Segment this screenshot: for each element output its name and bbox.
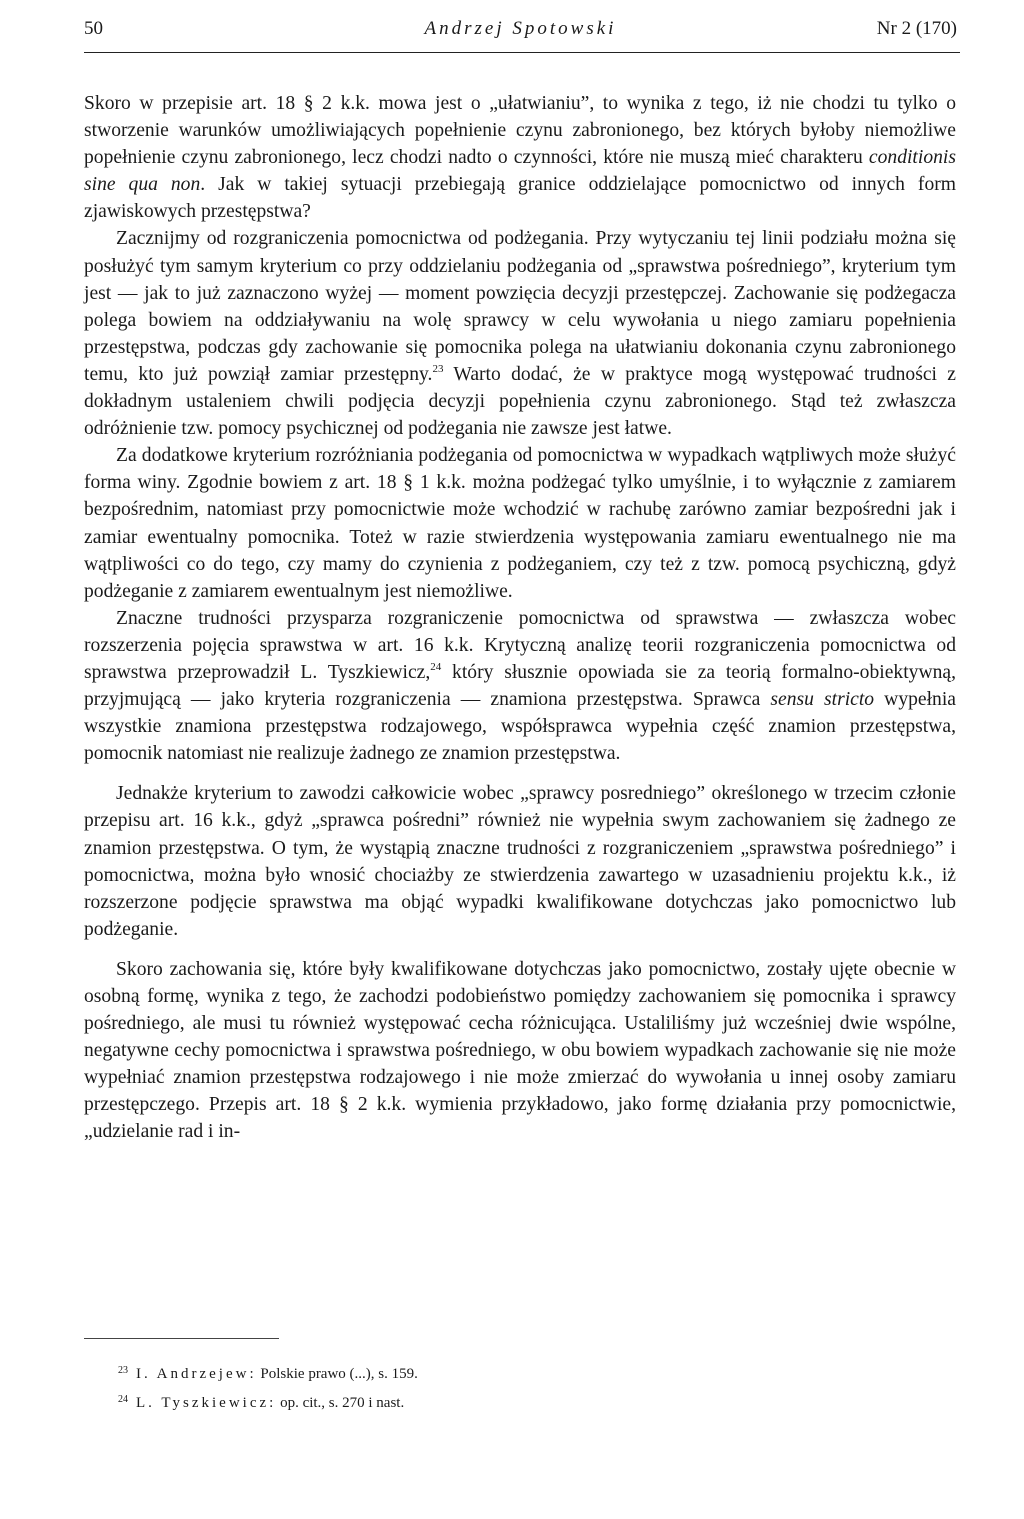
text-run: Jednakże kryterium to zawodzi całkowicie wobec „sprawcy posredniego” określonego w trzecim członie przepisu art. 16 k.k., gdyż „sprawca pośredni” również nie wypełnia swym zachowaniem się żadnego ze znamion przestępstwa. O tym, że wystąpią znaczne trudności z rozgraniczeniem „sprawstwa pośredniego” i pomocnictwa, można było wnosić chociażby ze stwierdzenia zawartego w uzasadnieniu projektu k.k., iż rozszerzone podjęcie sprawstwa ma objąć wypadki kwalifikowane dotychczas jako pomocnictwo lub podżeganie. bbox=[84, 783, 956, 940]
paragraph bbox=[84, 225, 956, 442]
text-run: . Jak w takiej sytuacji przebiegają granice oddzielające pomocnictwo od innych form zjawiskowych przestępstwa? bbox=[84, 174, 957, 223]
paragraph bbox=[84, 780, 956, 943]
text-run: Warto dodać, że w praktyce mogą występować trudności z dokładnym ustaleniem chwili podjęcia decyzji popełnienia czynu zabronionego. Stąd też zwłaszcza odróżnienie tzw. pomocy psychicznej od podżegania nie zawsze jest łatwe. bbox=[84, 363, 956, 440]
text-run: wypełnia wszystkie znamiona przestępstwa rodzajowego, współsprawca wypełnia część znamion przestępstwa, pomocnik natomiast nie realizuje żadnego ze znamion przestępstwa. bbox=[84, 689, 956, 765]
text-run: Skoro zachowania się, które były kwalifikowane dotychczas jako pomocnictwo, zostały ujęte obecnie w osobną formę, wynika z tego, że zachodzi podobieństwo pomiędzy zachowaniem się pomocnika i sprawcy pośredniego, ale musi tu również występować cecha różnicująca. Ustaliliśmy już wcześniej dwie wspólne, negatywne cechy pomocnictwa i sprawstwa pośredniego, w obu bowiem wypadkach zachowanie się nie może wypełniać znamion przestępstwa rodzajowego i nie może zmierzać do wywołania u innej osoby zamiaru przestępczego. Przepis art. 18 § 2 k.k. wymienia przykładowo, jako formę działania przy pomocnictwie, „udzielanie rad i in- bbox=[84, 958, 956, 1143]
text-run: Skoro w przepisie art. 18 § 2 k.k. mowa jest o „ułatwianiu”, to wynika z tego, iż nie chodzi tu tylko o stworzenie warunków umożliwiających popełnienie czynu zabronionego, bez których byłoby niemożliwe popełnienie czynu zabronionego, lecz chodzi nadto o czynności, które nie muszą mieć charakteru bbox=[84, 93, 956, 169]
footnote-author: L. Tyszkiewicz: bbox=[136, 1395, 277, 1411]
article-body bbox=[84, 90, 956, 1146]
italic-term: sensu stricto bbox=[770, 689, 875, 711]
text-run: Znaczne trudności przysparza rozgraniczenie pomocnictwa od sprawstwa — zwłaszcza wobec rozszerzenia pojęcia sprawstwa w art. 16 k.k. Krytyczną analizę teorii rozgraniczenia pomocnictwa od sprawstwa przeprowadził L. Tyszkiewicz, bbox=[84, 607, 956, 683]
footnote-number: 24 bbox=[118, 1394, 128, 1405]
footnote-separator bbox=[84, 1338, 279, 1339]
text-run: Zacznijmy od rozgraniczenia pomocnictwa od podżegania. Przy wytyczaniu tej linii podziału można się posłużyć tym samym kryterium co przy oddzielaniu podżegania od „sprawstwa pośredniego”, kryterium tym jest — jak to już zaznaczono wyżej — moment powzięcia decyzji przestępczej. Zachowanie się podżegacza polega bowiem na oddziaływaniu na wolę sprawcy w celu wywołania u niego zamiaru popełnienia przestępstwa, podczas gdy zachowanie się pomocnika polega na ułatwianiu dokonania czynu zabronionego temu, kto już powziął zamiar przestępny. bbox=[84, 228, 956, 385]
paragraph bbox=[84, 956, 956, 1146]
paragraph bbox=[84, 605, 956, 768]
footnote-text: op. cit., s. 270 i nast. bbox=[276, 1395, 405, 1411]
italic-term: conditionis sine qua non bbox=[84, 147, 956, 196]
header-rule bbox=[84, 52, 960, 53]
running-header bbox=[84, 18, 957, 48]
footnote-author: I. Andrzejew: bbox=[136, 1366, 257, 1382]
running-title-author: Andrzej Spotowski bbox=[424, 18, 617, 39]
text-run: Za dodatkowe kryterium rozróżniania podżegania od pomocnictwa w wypadkach wątpliwych może służyć forma winy. Zgodnie bowiem z art. 18 § 1 k.k. można podżegać tylko umyślnie, i to wyłącznie z zamiarem bezpośrednim, natomiast przy pomocnictwie może wchodzić w rachubę zarówno zamiar bezpośredni jak i zamiar ewentualny pomocnika. Toteż w razie stwierdzenia występowania zamiaru ewentualnego nie ma wątpliwości co do tego, czy mamy do czynienia z podżeganiem, czy też z tzw. pomocą psychiczną, gdyż podżeganie z zamiarem ewentualnym jest niemożliwe. bbox=[84, 445, 956, 602]
paragraph bbox=[84, 90, 956, 225]
footnote-text: Polskie prawo (...), s. 159. bbox=[256, 1366, 418, 1382]
footnote-ref: 24 bbox=[430, 660, 442, 673]
paragraph bbox=[84, 442, 956, 605]
page-number: 50 bbox=[84, 18, 103, 39]
footnotes bbox=[118, 1358, 818, 1416]
footnote-ref: 23 bbox=[432, 362, 444, 375]
footnote bbox=[118, 1387, 818, 1416]
footnote bbox=[118, 1358, 818, 1387]
text-run: który słusznie opowiada sie za teorią formalno-obiektywną, przyjmującą — jako kryteria rozgraniczenia — znamiona przestępstwa. Sprawca bbox=[84, 661, 956, 711]
footnote-number: 23 bbox=[118, 1365, 128, 1376]
issue-number: Nr 2 (170) bbox=[876, 18, 957, 39]
